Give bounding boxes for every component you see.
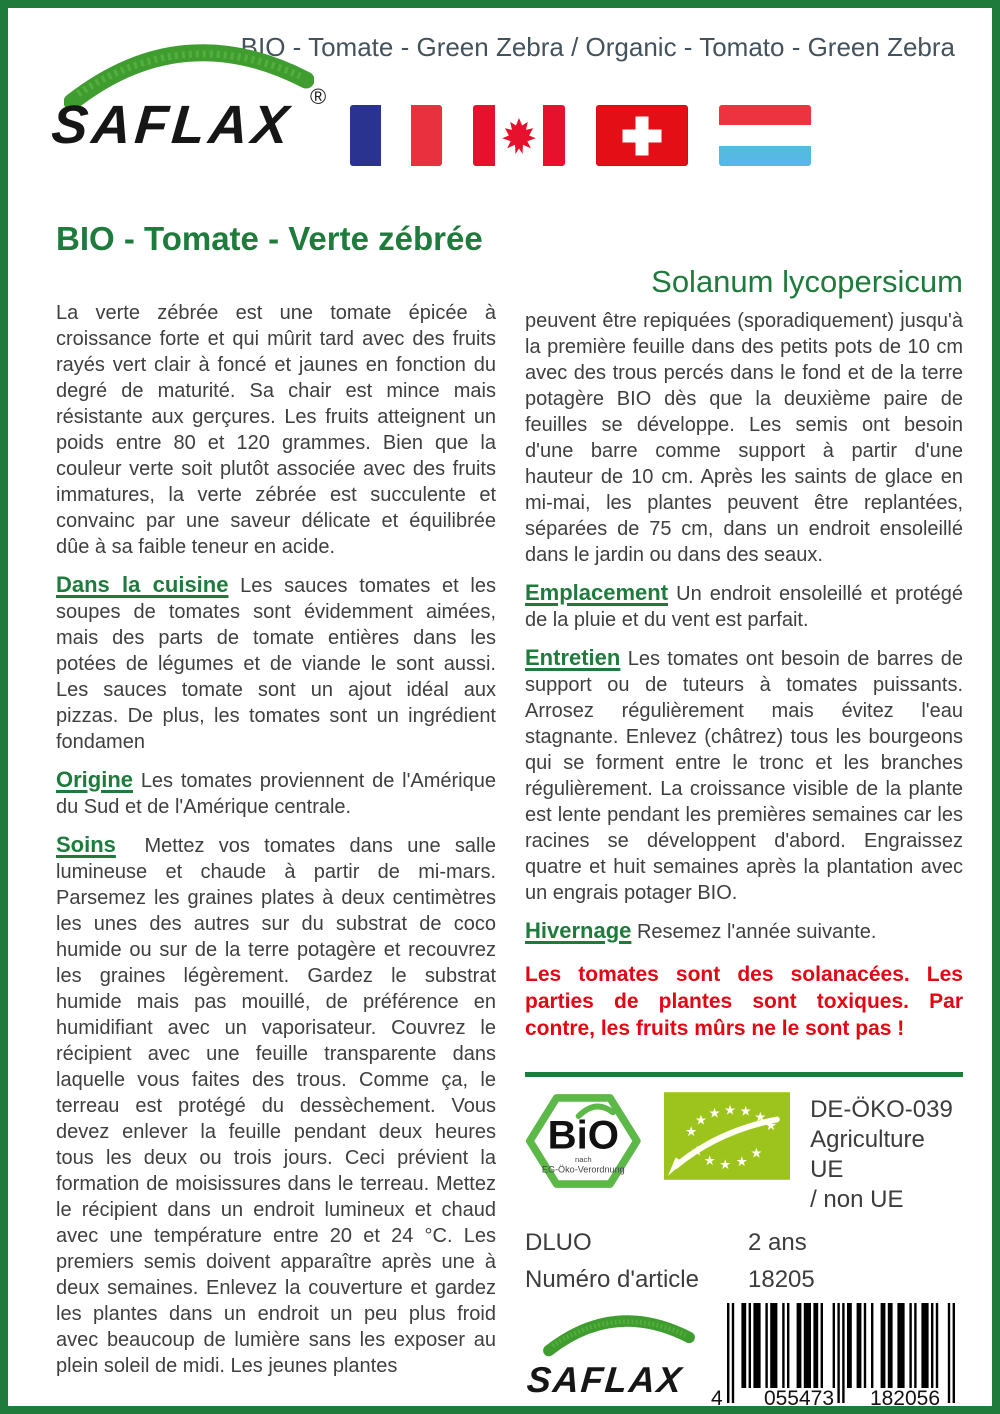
- bio-seal-icon: [525, 1091, 642, 1191]
- svg-text:★: ★: [718, 1157, 732, 1173]
- bio-seal-label: BiO: [547, 1112, 619, 1158]
- barcode-digit-lead: 4: [711, 1387, 723, 1410]
- maple-leaf-icon: [497, 115, 541, 157]
- section-text-soins: Mettez vos tomates dans une salle lumineuse et chaude à partir de mi-mars. Parsemez les graines plates à deux centimètres les unes des autres sur du substrat de coco humide ou sur de la terre potagère et recouvrez les graines légèrement. Gardez le substrat humide mais pas mouillé, de préférence en humidifiant avec un vaporisateur. Couvrez le récipient avec une feuille transparente dans laquelle vous faites des trous. Comme ça, le terreau est protégé du dessèchement. Vous devez enlever la feuille pendant deux heures tous les deux ou trois jours. Ceci prévient la formation de moisissures dans le terreau. Mettez le récipient dans un endroit lumineux et chaud avec une température entre 20 et 24 °C. Les premiers semis doivent apparaître après une à deux semaines. Enlevez la couverture et gardez les plantes dans un endroit un peu plus froid avec beaucoup de lumière sans les exposer au plein soleil de midi. Les jeunes plantes: [56, 835, 496, 1377]
- section-text-origine: Les tomates proviennent de l'Amérique du Sud et de l'Amérique centrale.: [56, 770, 496, 818]
- dluo-label: DLUO: [525, 1229, 592, 1256]
- svg-text:★: ★: [753, 1109, 767, 1125]
- botanical-name: Solanum lycopersicum: [651, 264, 963, 299]
- eu-non-ue-line: / non UE: [810, 1186, 904, 1213]
- section-emplacement: [525, 580, 963, 633]
- section-hivernage: [525, 918, 963, 945]
- svg-text:★: ★: [708, 1105, 721, 1121]
- product-details: [525, 1229, 963, 1294]
- language-flags: [350, 105, 811, 166]
- section-cuisine: [56, 572, 496, 755]
- svg-text:★: ★: [694, 1112, 707, 1128]
- svg-text:★: ★: [735, 1154, 748, 1170]
- brand-wordmark: SAFLAX: [49, 95, 295, 155]
- certification-row: [525, 1091, 963, 1215]
- section-heading-soins: Soins: [56, 832, 116, 857]
- saflax-logo-small: [525, 1303, 710, 1414]
- svg-text:★: ★: [739, 1103, 752, 1119]
- article-label: Numéro d'article: [525, 1266, 699, 1293]
- svg-text:★: ★: [684, 1124, 697, 1139]
- brand-arc-icon: [539, 1311, 699, 1359]
- section-divider: [525, 1072, 963, 1077]
- section-entretien: [525, 645, 963, 906]
- barcode-digits-left: 055473: [763, 1387, 835, 1410]
- section-heading-emplacement: Emplacement: [525, 580, 669, 605]
- section-text-entretien: Les tomates ont besoin de barres de support ou de tuteurs à tomates puissants. Arrosez régulièrement mais évitez l'eau stagnante. Enlevez (châtrez) tous les bourgeons qui se forment entre le tronc et les branches régulièrement. La croissance visible de la plante est lente pendant les premières semaines car les racines se développent d'abord. Engraissez quatre et huit semaines après la plantation avec un engrais potager BIO.: [525, 648, 963, 904]
- barcode-digits-right: 182056: [869, 1387, 941, 1410]
- left-column: [56, 220, 496, 1414]
- toxicity-warning: Les tomates sont des solanacées. Les parties de plantes sont toxiques. Par contre, les fruits mûrs ne le sont pas !: [525, 963, 963, 1040]
- section-heading-cuisine: Dans la cuisine: [56, 572, 229, 597]
- svg-text:★: ★: [690, 1143, 703, 1159]
- section-text-hivernage: Resemez l'année suivante.: [636, 921, 877, 943]
- section-origine: [56, 767, 496, 820]
- svg-text:★: ★: [749, 1145, 763, 1161]
- article-value: 18205: [748, 1266, 815, 1293]
- product-title-french: BIO - Tomate - Verte zébrée: [56, 220, 483, 257]
- eu-agriculture-line: Agriculture UE: [810, 1126, 925, 1183]
- section-text-cuisine: Les sauces tomates et les soupes de tomates sont évidemment aimées, mais des parts de tomate entières dans les potées de légumes et de viande le sont aussi. Les sauces tomate sont un ajout idéal aux pizzas. De plus, les tomates sont un ingrédient fondamen: [56, 575, 496, 753]
- section-text-emplacement: Un endroit ensoleillé et protégé de la pluie et du vent est parfait.: [525, 583, 963, 631]
- intro-paragraph: La verte zébrée est une tomate épicée à croissance forte et qui mûrit tard avec des fruits rayés vert clair à foncé et jaunes en fonction du degré de maturité. Sa chair est mince mais résistante aux gerçures. Les fruits atteignent un poids entre 80 et 120 grammes. Bien que la couleur verte soit plutôt associée avec des fruits immatures, la verte zébrée est succulente et convainc par une saveur délicate et équilibrée dûe à sa faible teneur en acide.: [56, 302, 496, 558]
- ean-barcode: [711, 1303, 963, 1414]
- flag-canada-icon: [473, 105, 565, 166]
- dluo-row: [525, 1229, 963, 1257]
- eu-certification-text: [810, 1091, 963, 1215]
- bio-seal-small-1: nach: [575, 1155, 592, 1165]
- dluo-value: 2 ans: [748, 1229, 807, 1256]
- bio-seal-small-2: EG-Öko-Verordnung: [541, 1164, 625, 1175]
- flag-luxembourg-icon: [719, 105, 811, 166]
- section-soins: [56, 832, 496, 1379]
- registered-trademark-icon: ®: [310, 84, 327, 109]
- footer-row: [525, 1303, 963, 1414]
- saflax-logo: [49, 36, 342, 176]
- product-header-line: BIO - Tomate - Green Zebra / Organic - Tomato - Green Zebra: [240, 32, 955, 62]
- flag-switzerland-icon: [596, 105, 688, 166]
- eu-code: DE-ÖKO-039: [810, 1096, 953, 1123]
- svg-text:★: ★: [703, 1153, 716, 1169]
- section-heading-hivernage: Hivernage: [525, 918, 632, 943]
- svg-text:★: ★: [723, 1102, 736, 1118]
- continuation-paragraph: peuvent être repiquées (sporadiquement) jusqu'à la première feuille dans des petits pots de 10 cm avec des trous percés dans le fond et de la terre potagère BIO dès que la deuxième paire de feuilles se développe. Les semis ont besoin d'une barre comme support à partir d'une hauteur de 10 cm. Après les saints de glace en mi-mai, les plantes peuvent être replantées, séparées de 75 cm, dans un endroit ensoleillé dans le jardin ou dans des seaux.: [525, 310, 963, 566]
- article-number-row: [525, 1266, 963, 1294]
- right-column: [525, 220, 963, 1414]
- eu-organic-leaf-icon: [664, 1091, 790, 1181]
- section-heading-origine: Origine: [56, 767, 134, 792]
- flag-france-icon: [350, 105, 442, 166]
- content-columns: [56, 220, 963, 1414]
- brand-wordmark-small: SAFLAX: [525, 1359, 685, 1400]
- svg-text:★: ★: [764, 1118, 777, 1134]
- section-heading-entretien: Entretien: [525, 645, 621, 670]
